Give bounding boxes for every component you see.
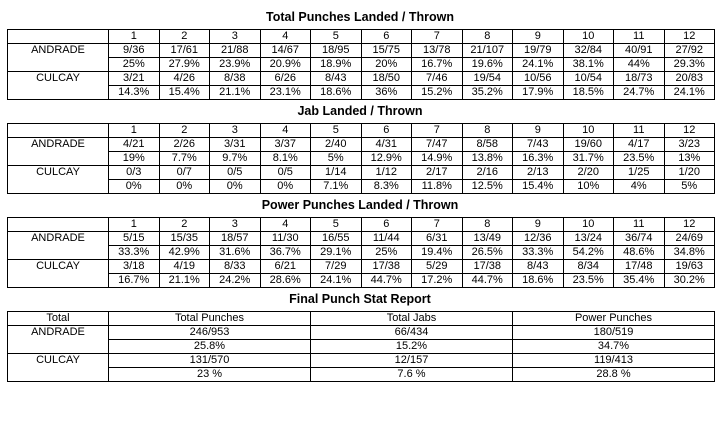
- landed-row: [8, 72, 715, 86]
- landed-cell: 0/7: [159, 166, 210, 180]
- percent-cell: 19.6%: [462, 58, 513, 72]
- landed-cell: 2/40: [311, 138, 362, 152]
- percent-cell: 12.5%: [462, 180, 513, 194]
- round-header: 2: [159, 218, 210, 232]
- corner-cell: [8, 124, 109, 138]
- percent-cell: 19%: [109, 152, 160, 166]
- landed-cell: 2/16: [462, 166, 513, 180]
- landed-cell: 2/26: [159, 138, 210, 152]
- fighter-name-spacer: [8, 180, 109, 194]
- landed-cell: 3/23: [664, 138, 715, 152]
- percent-cell: 44%: [614, 58, 665, 72]
- percent-cell: 54.2%: [563, 246, 614, 260]
- round-header: 2: [159, 124, 210, 138]
- round-header: 6: [361, 218, 412, 232]
- landed-cell: 27/92: [664, 44, 715, 58]
- fighter-name-spacer: [8, 246, 109, 260]
- landed-cell: 12/36: [513, 232, 564, 246]
- landed-cell: 16/55: [311, 232, 362, 246]
- round-header: 12: [664, 30, 715, 44]
- landed-cell: 2/17: [412, 166, 463, 180]
- landed-cell: 10/56: [513, 72, 564, 86]
- round-header: 9: [513, 30, 564, 44]
- landed-cell: 9/36: [109, 44, 160, 58]
- landed-cell: 4/26: [159, 72, 210, 86]
- landed-cell: 36/74: [614, 232, 665, 246]
- percent-cell: 24.7%: [614, 86, 665, 100]
- percent-cell: 11.8%: [412, 180, 463, 194]
- landed-cell: 6/21: [260, 260, 311, 274]
- percent-cell: 18.6%: [513, 274, 564, 288]
- percent-cell: 17.9%: [513, 86, 564, 100]
- final-report: [0, 288, 720, 382]
- round-header: 7: [412, 30, 463, 44]
- percent-row: [8, 86, 715, 100]
- stats-table: [7, 29, 715, 100]
- round-header: 7: [412, 124, 463, 138]
- landed-cell: 18/57: [210, 232, 261, 246]
- landed-cell: 19/60: [563, 138, 614, 152]
- percent-cell: 7.1%: [311, 180, 362, 194]
- round-header: 5: [311, 124, 362, 138]
- round-header: 6: [361, 30, 412, 44]
- fighter-name-spacer: [8, 152, 109, 166]
- percent-cell: 21.1%: [159, 274, 210, 288]
- percent-cell: 24.2%: [210, 274, 261, 288]
- percent-cell: 34.8%: [664, 246, 715, 260]
- section-title: Jab Landed / Thrown: [297, 104, 423, 118]
- landed-cell: 17/38: [361, 260, 412, 274]
- landed-cell: 2/13: [513, 166, 564, 180]
- landed-cell: 17/38: [462, 260, 513, 274]
- landed-row: [8, 166, 715, 180]
- landed-cell: 4/21: [109, 138, 160, 152]
- round-header: 11: [614, 218, 665, 232]
- final-header: Power Punches: [513, 312, 715, 326]
- landed-cell: 19/79: [513, 44, 564, 58]
- percent-cell: 0%: [159, 180, 210, 194]
- round-header: 6: [361, 124, 412, 138]
- fighter-name: ANDRADE: [8, 44, 109, 58]
- percent-cell: 21.1%: [210, 86, 261, 100]
- stats-table: [7, 123, 715, 194]
- percent-row: [8, 246, 715, 260]
- round-header-row: [8, 218, 715, 232]
- percent-cell: 5%: [664, 180, 715, 194]
- fighter-name: ANDRADE: [8, 326, 109, 340]
- percent-cell: 18.9%: [311, 58, 362, 72]
- percent-cell: 15.4%: [513, 180, 564, 194]
- fighter-name-spacer: [8, 58, 109, 72]
- landed-cell: 21/88: [210, 44, 261, 58]
- percent-cell: 0%: [260, 180, 311, 194]
- landed-cell: 13/49: [462, 232, 513, 246]
- round-header: 1: [109, 218, 160, 232]
- landed-cell: 15/75: [361, 44, 412, 58]
- final-landed-row: [8, 354, 715, 368]
- round-header-row: [8, 124, 715, 138]
- final-percent-cell: 28.8 %: [513, 368, 715, 382]
- landed-row: [8, 232, 715, 246]
- percent-cell: 36%: [361, 86, 412, 100]
- landed-cell: 8/43: [311, 72, 362, 86]
- percent-cell: 20.9%: [260, 58, 311, 72]
- round-header: 8: [462, 218, 513, 232]
- round-header: 3: [210, 218, 261, 232]
- final-landed-cell: 180/519: [513, 326, 715, 340]
- landed-cell: 11/30: [260, 232, 311, 246]
- percent-cell: 26.5%: [462, 246, 513, 260]
- landed-cell: 5/29: [412, 260, 463, 274]
- landed-cell: 17/48: [614, 260, 665, 274]
- final-landed-cell: 131/570: [109, 354, 311, 368]
- corner-cell: [8, 30, 109, 44]
- final-percent-cell: 25.8%: [109, 340, 311, 354]
- landed-cell: 4/31: [361, 138, 412, 152]
- landed-cell: 0/3: [109, 166, 160, 180]
- landed-cell: 4/19: [159, 260, 210, 274]
- round-header: 3: [210, 124, 261, 138]
- landed-cell: 8/33: [210, 260, 261, 274]
- round-header: 9: [513, 218, 564, 232]
- landed-cell: 18/50: [361, 72, 412, 86]
- percent-cell: 18.5%: [563, 86, 614, 100]
- landed-cell: 17/61: [159, 44, 210, 58]
- round-header-row: [8, 30, 715, 44]
- round-header: 2: [159, 30, 210, 44]
- landed-cell: 8/38: [210, 72, 261, 86]
- percent-cell: 33.3%: [513, 246, 564, 260]
- percent-cell: 0%: [109, 180, 160, 194]
- landed-cell: 0/5: [260, 166, 311, 180]
- final-header: Total Punches: [109, 312, 311, 326]
- final-header: Total: [8, 312, 109, 326]
- percent-cell: 29.3%: [664, 58, 715, 72]
- round-header: 9: [513, 124, 564, 138]
- percent-cell: 48.6%: [614, 246, 665, 260]
- percent-cell: 23.1%: [260, 86, 311, 100]
- final-landed-row: [8, 326, 715, 340]
- landed-cell: 10/54: [563, 72, 614, 86]
- final-landed-cell: 12/157: [311, 354, 513, 368]
- percent-cell: 29.1%: [311, 246, 362, 260]
- final-percent-row: [8, 340, 715, 354]
- percent-row: [8, 58, 715, 72]
- percent-cell: 20%: [361, 58, 412, 72]
- landed-cell: 11/44: [361, 232, 412, 246]
- percent-cell: 27.9%: [159, 58, 210, 72]
- round-header: 7: [412, 218, 463, 232]
- landed-cell: 2/20: [563, 166, 614, 180]
- fighter-name: ANDRADE: [8, 138, 109, 152]
- percent-cell: 24.1%: [311, 274, 362, 288]
- landed-cell: 24/69: [664, 232, 715, 246]
- percent-cell: 12.9%: [361, 152, 412, 166]
- round-header: 10: [563, 218, 614, 232]
- percent-cell: 44.7%: [361, 274, 412, 288]
- landed-cell: 8/43: [513, 260, 564, 274]
- percent-cell: 18.6%: [311, 86, 362, 100]
- round-header: 4: [260, 124, 311, 138]
- fighter-name-spacer: [8, 274, 109, 288]
- landed-row: [8, 138, 715, 152]
- fighter-name-spacer: [8, 86, 109, 100]
- landed-cell: 32/84: [563, 44, 614, 58]
- fighter-name: ANDRADE: [8, 232, 109, 246]
- percent-cell: 33.3%: [109, 246, 160, 260]
- fighter-name-spacer: [8, 368, 109, 382]
- percent-row: [8, 274, 715, 288]
- percent-cell: 31.6%: [210, 246, 261, 260]
- round-header: 11: [614, 30, 665, 44]
- landed-cell: 7/47: [412, 138, 463, 152]
- percent-cell: 9.7%: [210, 152, 261, 166]
- percent-cell: 15.2%: [412, 86, 463, 100]
- percent-cell: 42.9%: [159, 246, 210, 260]
- percent-cell: 15.4%: [159, 86, 210, 100]
- round-header: 8: [462, 30, 513, 44]
- landed-cell: 6/26: [260, 72, 311, 86]
- percent-cell: 14.3%: [109, 86, 160, 100]
- final-landed-cell: 66/434: [311, 326, 513, 340]
- final-landed-cell: 119/413: [513, 354, 715, 368]
- final-title: Final Punch Stat Report: [289, 292, 431, 306]
- percent-cell: 31.7%: [563, 152, 614, 166]
- percent-cell: 23.9%: [210, 58, 261, 72]
- landed-cell: 7/46: [412, 72, 463, 86]
- percent-cell: 8.3%: [361, 180, 412, 194]
- percent-cell: 19.4%: [412, 246, 463, 260]
- landed-cell: 18/73: [614, 72, 665, 86]
- final-percent-cell: 7.6 %: [311, 368, 513, 382]
- landed-cell: 15/35: [159, 232, 210, 246]
- final-percent-cell: 15.2%: [311, 340, 513, 354]
- percent-cell: 38.1%: [563, 58, 614, 72]
- final-landed-cell: 246/953: [109, 326, 311, 340]
- landed-cell: 19/63: [664, 260, 715, 274]
- percent-cell: 24.1%: [664, 86, 715, 100]
- round-header: 3: [210, 30, 261, 44]
- landed-cell: 0/5: [210, 166, 261, 180]
- corner-cell: [8, 218, 109, 232]
- percent-cell: 10%: [563, 180, 614, 194]
- percent-cell: 17.2%: [412, 274, 463, 288]
- percent-cell: 36.7%: [260, 246, 311, 260]
- landed-cell: 13/24: [563, 232, 614, 246]
- round-header: 11: [614, 124, 665, 138]
- percent-cell: 24.1%: [513, 58, 564, 72]
- round-header: 10: [563, 124, 614, 138]
- round-header: 5: [311, 218, 362, 232]
- percent-cell: 25%: [361, 246, 412, 260]
- landed-cell: 5/15: [109, 232, 160, 246]
- percent-cell: 16.7%: [109, 274, 160, 288]
- percent-cell: 16.7%: [412, 58, 463, 72]
- section-title: Total Punches Landed / Thrown: [266, 10, 454, 24]
- percent-cell: 23.5%: [563, 274, 614, 288]
- round-header: 1: [109, 30, 160, 44]
- section-title: Power Punches Landed / Thrown: [261, 198, 459, 212]
- landed-cell: 3/18: [109, 260, 160, 274]
- landed-cell: 40/91: [614, 44, 665, 58]
- landed-row: [8, 44, 715, 58]
- percent-cell: 16.3%: [513, 152, 564, 166]
- round-header: 5: [311, 30, 362, 44]
- percent-cell: 14.9%: [412, 152, 463, 166]
- round-header: 4: [260, 218, 311, 232]
- landed-cell: 8/34: [563, 260, 614, 274]
- landed-cell: 3/31: [210, 138, 261, 152]
- percent-cell: 28.6%: [260, 274, 311, 288]
- final-table: [7, 311, 715, 382]
- landed-cell: 1/12: [361, 166, 412, 180]
- landed-cell: 7/43: [513, 138, 564, 152]
- landed-cell: 18/95: [311, 44, 362, 58]
- percent-cell: 23.5%: [614, 152, 665, 166]
- landed-cell: 3/37: [260, 138, 311, 152]
- landed-cell: 4/17: [614, 138, 665, 152]
- round-header: 1: [109, 124, 160, 138]
- percent-cell: 4%: [614, 180, 665, 194]
- round-header: 12: [664, 124, 715, 138]
- percent-cell: 25%: [109, 58, 160, 72]
- landed-cell: 1/25: [614, 166, 665, 180]
- landed-cell: 14/67: [260, 44, 311, 58]
- landed-cell: 20/83: [664, 72, 715, 86]
- landed-cell: 7/29: [311, 260, 362, 274]
- fighter-name: CULCAY: [8, 354, 109, 368]
- percent-cell: 5%: [311, 152, 362, 166]
- percent-row: [8, 152, 715, 166]
- final-percent-cell: 23 %: [109, 368, 311, 382]
- landed-cell: 3/21: [109, 72, 160, 86]
- percent-cell: 35.2%: [462, 86, 513, 100]
- percent-cell: 7.7%: [159, 152, 210, 166]
- landed-cell: 19/54: [462, 72, 513, 86]
- final-header: Total Jabs: [311, 312, 513, 326]
- percent-cell: 8.1%: [260, 152, 311, 166]
- round-header: 10: [563, 30, 614, 44]
- round-header: 4: [260, 30, 311, 44]
- landed-cell: 1/14: [311, 166, 362, 180]
- fighter-name: CULCAY: [8, 260, 109, 274]
- percent-cell: 13.8%: [462, 152, 513, 166]
- landed-cell: 13/78: [412, 44, 463, 58]
- round-header: 12: [664, 218, 715, 232]
- final-percent-cell: 34.7%: [513, 340, 715, 354]
- percent-cell: 35.4%: [614, 274, 665, 288]
- landed-cell: 21/107: [462, 44, 513, 58]
- percent-cell: 13%: [664, 152, 715, 166]
- final-percent-row: [8, 368, 715, 382]
- percent-cell: 44.7%: [462, 274, 513, 288]
- percent-cell: 30.2%: [664, 274, 715, 288]
- landed-cell: 6/31: [412, 232, 463, 246]
- fighter-name: CULCAY: [8, 72, 109, 86]
- stats-table: [7, 217, 715, 288]
- round-header: 8: [462, 124, 513, 138]
- final-header-row: [8, 312, 715, 326]
- percent-row: [8, 180, 715, 194]
- fighter-name: CULCAY: [8, 166, 109, 180]
- percent-cell: 0%: [210, 180, 261, 194]
- landed-row: [8, 260, 715, 274]
- landed-cell: 1/20: [664, 166, 715, 180]
- fighter-name-spacer: [8, 340, 109, 354]
- landed-cell: 8/58: [462, 138, 513, 152]
